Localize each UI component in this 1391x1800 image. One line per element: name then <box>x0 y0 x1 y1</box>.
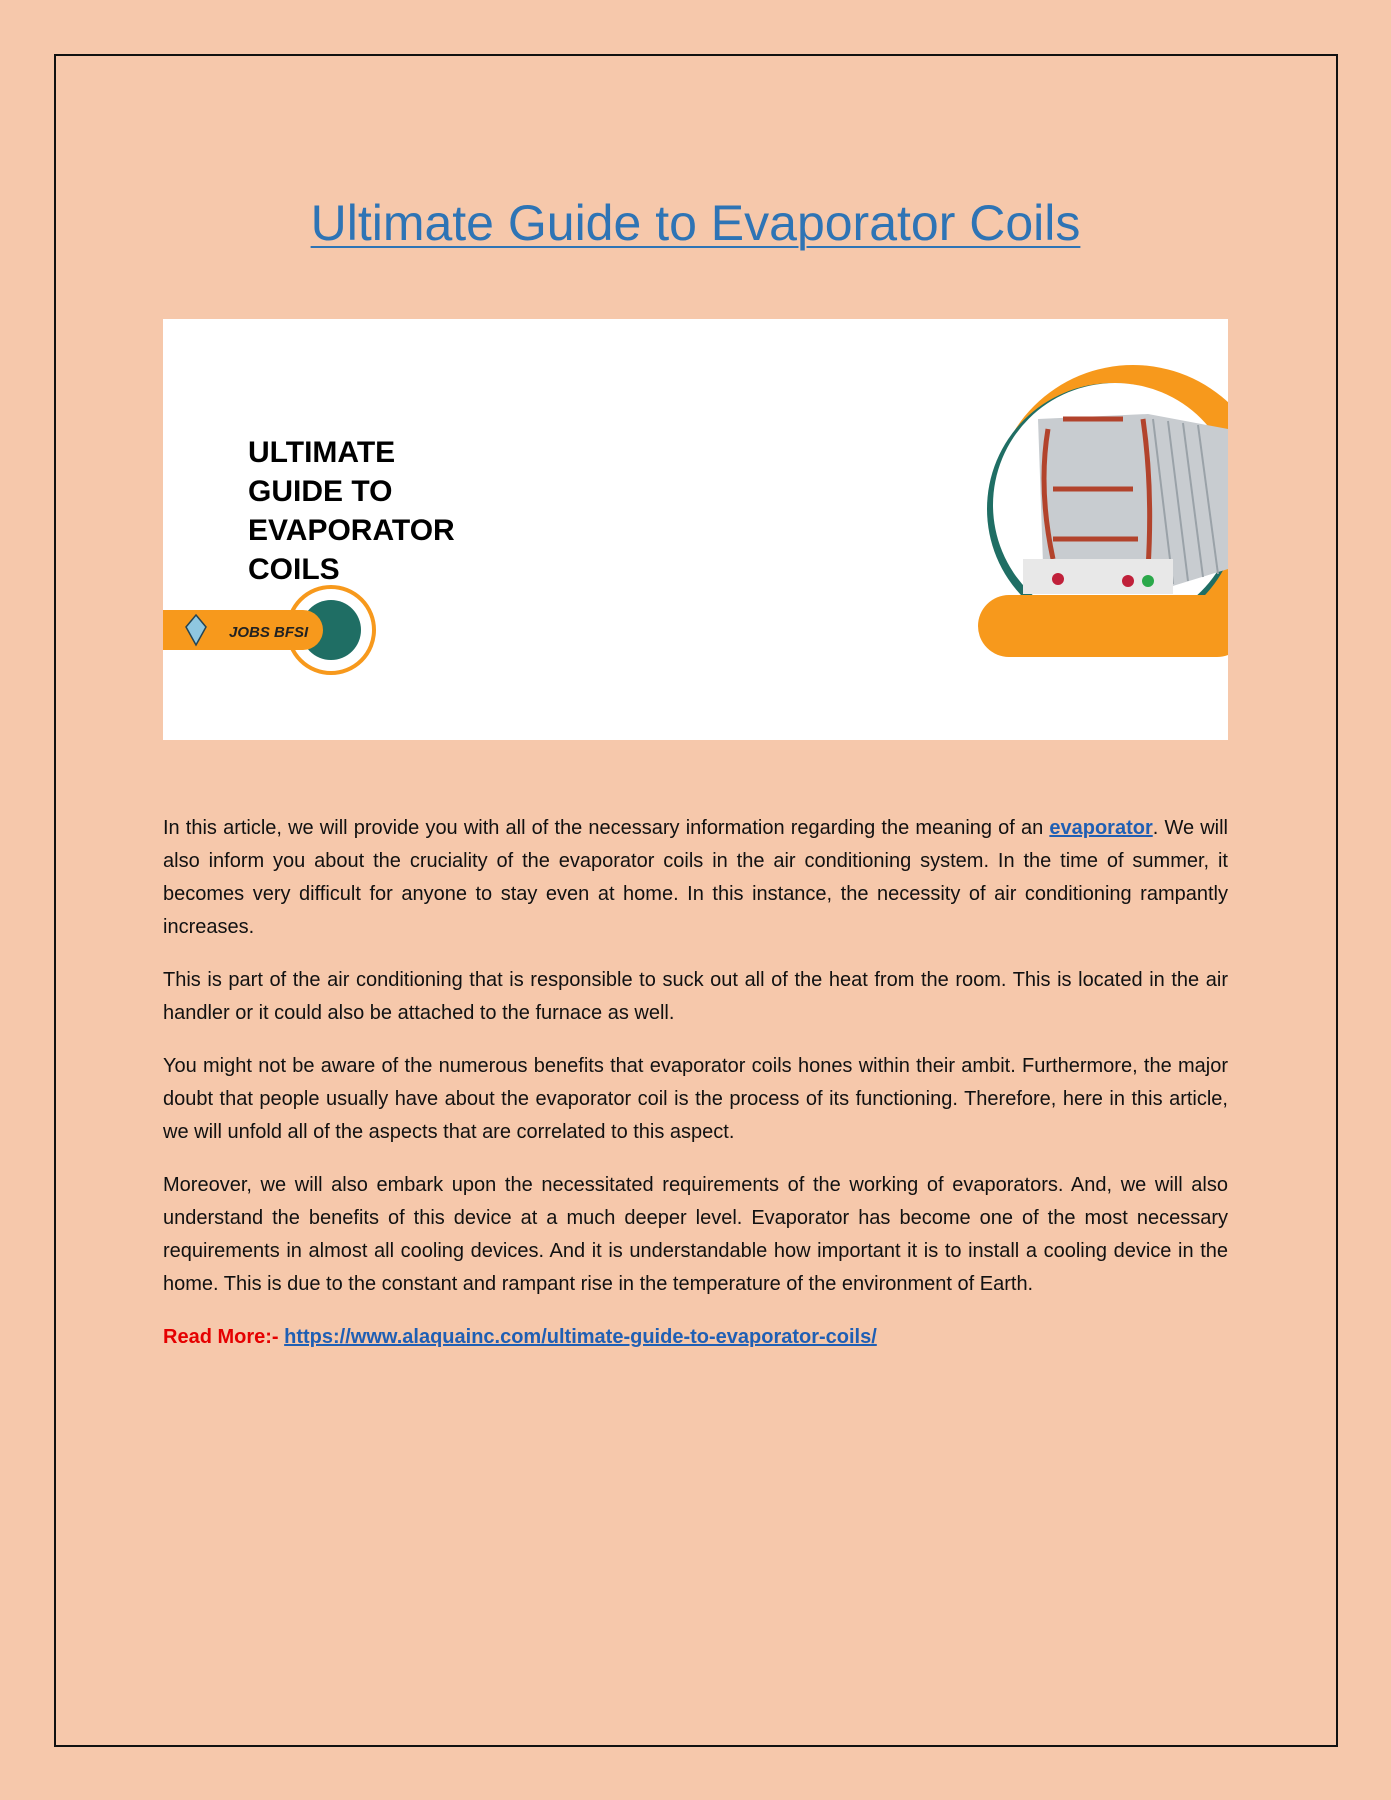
banner-heading-line: COILS <box>248 553 340 586</box>
article-body <box>163 812 1228 1374</box>
page-title <box>0 194 1391 252</box>
orange-pill-shape <box>978 595 1228 657</box>
paragraph: Moreover, we will also embark upon the necessitated requirements of the working of evaporators. And, we will also understand the benefits of this device at a much deeper level. Evaporator has become one of the most necessary requirements in almost all cooling devices. And it is understandable how important it is to install a cooling device in the home. This is due to the constant and rampant rise in the temperature of the environment of Earth. <box>163 1174 1228 1295</box>
paragraph: You might not be aware of the numerous benefits that evaporator coils hones within their ambit. Furthermore, the major doubt that people usually have about the evaporator coil is the process of its functioning. Therefore, here in this article, we will unfold all of the aspects that are correlated to this aspect. <box>163 1055 1228 1143</box>
paragraph <box>163 812 1228 944</box>
paragraph-text: In this article, we will provide you with all of the necessary information regarding the meaning of an <box>163 817 1050 839</box>
title-text: Ultimate Guide to Evaporator Coils <box>310 195 1081 251</box>
read-more <box>163 1321 1228 1354</box>
paragraph-text: . We will also inform you about the cruciality of the evaporator coils in the air conditioning system. In the time of summer, it becomes very difficult for anyone to stay even at home. In this instance, the necessity of air conditioning rampantly increases. <box>163 817 1228 938</box>
evaporator-link[interactable]: evaporator <box>1049 817 1153 839</box>
banner-heading <box>248 436 455 586</box>
banner-image <box>163 319 1228 740</box>
banner-heading-line: GUIDE TO <box>248 475 393 508</box>
read-more-label: Read More:- <box>163 1326 279 1348</box>
jobs-bfsi-logo <box>163 587 374 673</box>
logo-text: JOBS BFSI <box>229 624 309 641</box>
read-more-link[interactable]: https://www.alaquainc.com/ultimate-guide-to-evaporator-coils/ <box>284 1326 877 1348</box>
banner-heading-line: ULTIMATE <box>248 436 396 469</box>
banner-heading-line: EVAPORATOR <box>248 514 455 547</box>
paragraph: This is part of the air conditioning that is responsible to suck out all of the heat from the room. This is located in the air handler or it could also be attached to the furnace as well. <box>163 969 1228 1024</box>
